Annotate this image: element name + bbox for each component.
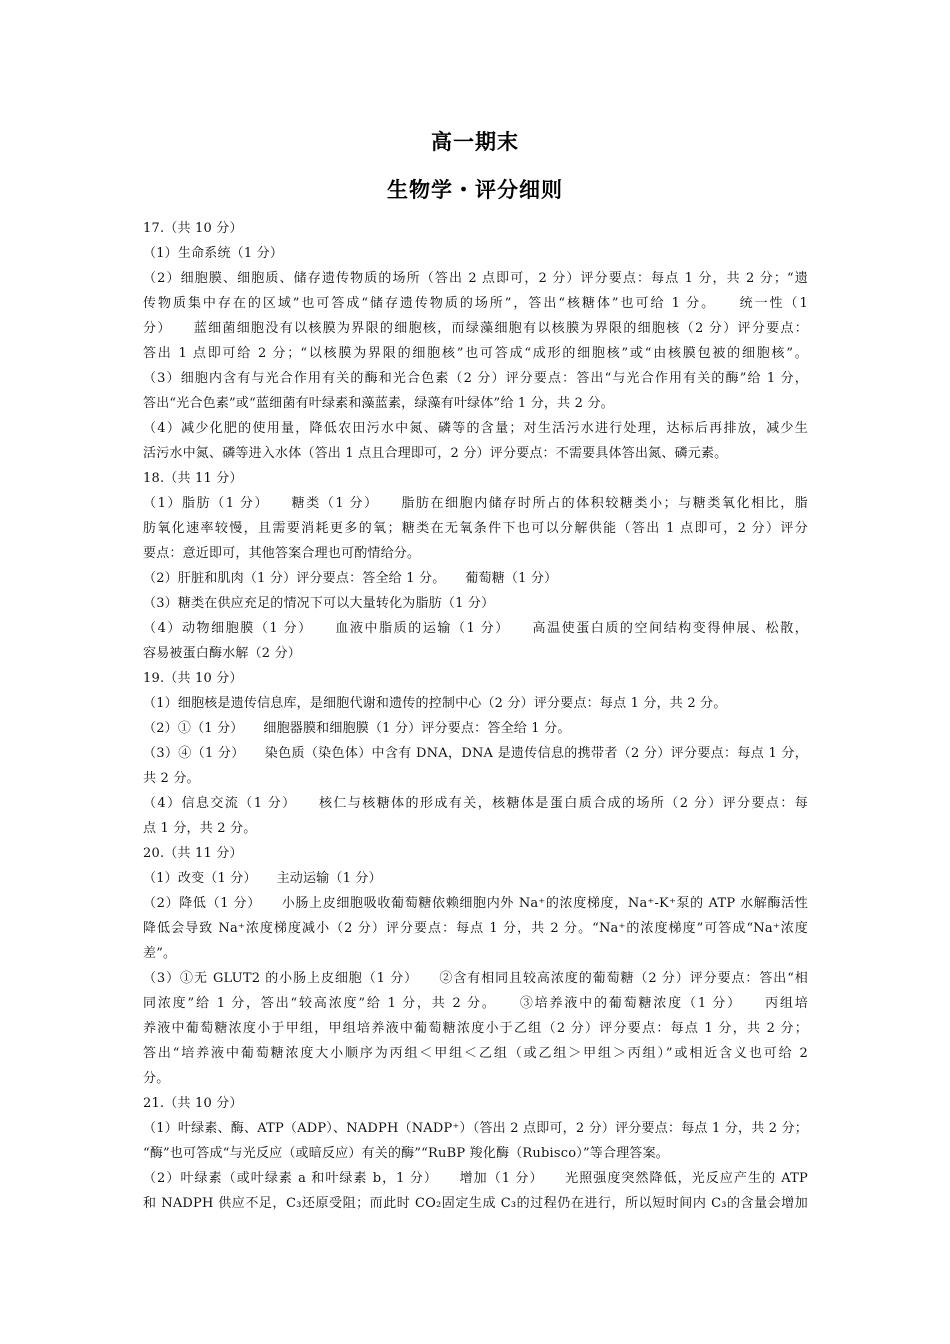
text-line: 20.（共 11 分） xyxy=(143,846,243,861)
document-title: 高一期末 xyxy=(431,130,519,154)
text-line: （2）叶绿素（或叶绿素 a 和叶绿素 b，1 分） 增加（1 分） 光照强度突然降低，光反应产生的 ATP xyxy=(143,1171,808,1186)
document-body xyxy=(143,216,808,1216)
text-line: （4）动物细胞膜（1 分） 血液中脂质的运输（1 分） 高温使蛋白质的空间结构变得伸展、松散， xyxy=(143,621,808,636)
text-line: （2）①（1 分） 细胞器膜和细胞膜（1 分）评分要点：答全给 1 分。 xyxy=(143,721,571,736)
text-line: （1）脂肪（1 分） 糖类（1 分） 脂肪在细胞内储存时所占的体积较糖类小；与糖类氧化相比，脂 xyxy=(143,496,808,511)
text-line: 分。 xyxy=(143,1071,170,1086)
text-line: 传物质集中存在的区域”也可答成“储存遗传物质的场所”，答出“核糖体”也可给 1 分。 统一性（1 xyxy=(143,296,808,311)
text-line: （4）信息交流（1 分） 核仁与核糖体的形成有关，核糖体是蛋白质合成的场所（2 分）评分要点：每 xyxy=(143,796,808,811)
text-line: 答出“光合色素”或“蓝细菌有叶绿素和藻蓝素，绿藻有叶绿体”给 1 分，共 2 分。 xyxy=(143,396,614,411)
text-line: （3）④（1 分） 染色质（染色体）中含有 DNA，DNA 是遗传信息的携带者（2 分）评分要点：每点 1 分， xyxy=(143,746,808,761)
text-line: 和 NADPH 供应不足，C₃还原受阻；而此时 CO₂固定生成 C₃的过程仍在进行，所以短时间内 C₃的含量会增加 xyxy=(143,1196,808,1211)
text-line: （1）叶绿素、酶、ATP（ADP）、NADPH（NADP⁺）（答出 2 点即可，2 分）评分要点：每点 1 分，共 2 分； xyxy=(143,1121,808,1136)
text-line: （2）降低（1 分） 小肠上皮细胞吸收葡萄糖依赖细胞内外 Na⁺的浓度梯度，Na⁺-K⁺泵的 ATP 水解酶活性 xyxy=(143,896,808,911)
text-line: 答出“培养液中葡萄糖浓度大小顺序为丙组＜甲组＜乙组（或乙组＞甲组＞丙组）”或相近含义也可给 2 xyxy=(143,1046,808,1061)
text-line: 21.（共 10 分） xyxy=(143,1096,243,1111)
text-line: （2）细胞膜、细胞质、储存遗传物质的场所（答出 2 点即可，2 分）评分要点：每点 1 分，共 2 分；“遗 xyxy=(143,271,808,286)
text-line: （3）糖类在供应充足的情况下可以大量转化为脂肪（1 分） xyxy=(143,596,495,611)
text-line: 活污水中氮、磷等进入水体（答出 1 点且合理即可，2 分）评分要点：不需要具体答出氮、磷元素。 xyxy=(143,446,728,461)
document-subtitle: 生物学・评分细则 xyxy=(387,178,563,202)
text-line: 容易被蛋白酶水解（2 分） xyxy=(143,646,302,661)
text-line: （3）①无 GLUT2 的小肠上皮细胞（1 分） ②含有相同且较高浓度的葡萄糖（2 分）评分要点：答出“相 xyxy=(143,971,808,986)
text-line: 17.（共 10 分） xyxy=(143,221,243,236)
text-line: （3）细胞内含有与光合作用有关的酶和光合色素（2 分）评分要点：答出“与光合作用有关的酶”给 1 分， xyxy=(143,371,808,386)
text-line: （4）减少化肥的使用量，降低农田污水中氮、磷等的含量；对生活污水进行处理，达标后再排放，减少生 xyxy=(143,421,808,436)
text-line: 肪氧化速率较慢，且需要消耗更多的氧；糖类在无氧条件下也可以分解供能（答出 1 点即可，2 分）评分 xyxy=(143,521,808,536)
text-line: 答出 1 点即可给 2 分；“以核膜为界限的细胞核”也可答成“成形的细胞核”或“由核膜包被的细胞核”。 xyxy=(143,346,808,361)
text-line: 分） 蓝细菌细胞没有以核膜为界限的细胞核，而绿藻细胞有以核膜为界限的细胞核（2 分）评分要点： xyxy=(143,321,808,336)
text-line: “酶”也可答成“与光反应（或暗反应）有关的酶”“RuBP 羧化酶（Rubisco）”等合理答案。 xyxy=(143,1146,669,1161)
text-line: 18.（共 11 分） xyxy=(143,471,243,486)
text-line: 共 2 分。 xyxy=(143,771,200,786)
text-line: （1）改变（1 分） 主动运输（1 分） xyxy=(143,871,382,886)
text-line: 降低会导致 Na⁺浓度梯度减小（2 分）评分要点：每点 1 分，共 2 分。“Na⁺的浓度梯度”可答成“Na⁺浓度 xyxy=(143,921,808,936)
text-line: 差”。 xyxy=(143,946,177,961)
text-line: 同浓度”给 1 分，答出“较高浓度”给 1 分，共 2 分。 ③培养液中的葡萄糖浓度（1 分） 丙组培 xyxy=(143,996,808,1011)
text-line: （2）肝脏和肌肉（1 分）评分要点：答全给 1 分。 葡萄糖（1 分） xyxy=(143,571,558,586)
text-line: 19.（共 10 分） xyxy=(143,671,243,686)
text-line: （1）生命系统（1 分） xyxy=(143,246,284,261)
text-line: （1）细胞核是遗传信息库，是细胞代谢和遗传的控制中心（2 分）评分要点：每点 1 分，共 2 分。 xyxy=(143,696,727,711)
text-line: 点 1 分，共 2 分。 xyxy=(143,821,257,836)
text-line: 要点：意近即可，其他答案合理也可酌情给分。 xyxy=(143,546,421,561)
text-line: 养液中葡萄糖浓度小于甲组，甲组培养液中葡萄糖浓度小于乙组（2 分）评分要点：每点 1 分，共 2 分； xyxy=(143,1021,808,1036)
